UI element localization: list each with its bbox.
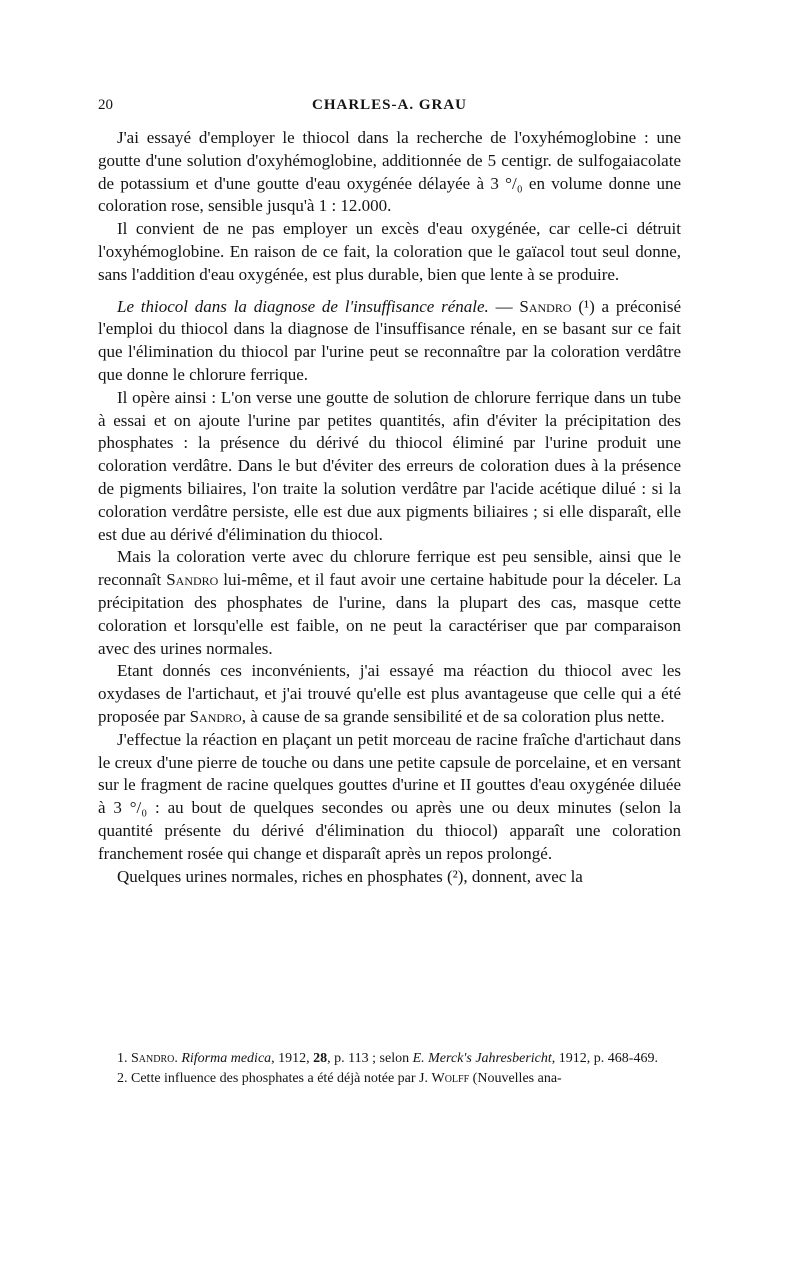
footnote-text: , 1912, <box>271 1051 314 1066</box>
author-name: Sandro <box>166 570 219 590</box>
paragraph-text: lui-même, et il faut avoir une certaine habitude pour la déceler. La précipitation des phosphates de l'urine, dans la plupart des cas, masque cette coloration et lorsqu'elle est faible, on ne peut la caractériser que par comparaison avec des urines normales. <box>98 570 682 658</box>
paragraph-text: Quelques urines normales, riches en phosphates <box>117 866 447 886</box>
author-name: Wolff <box>431 1071 470 1086</box>
paragraph-text: Mais la coloration verte avec du chlorure ferrique est peu sensible, ainsi que le reconnaît <box>98 547 681 590</box>
author-name: Sandro <box>189 706 242 726</box>
footnote-ref: (²) <box>447 866 464 886</box>
paragraph: Il opère ainsi : L'on verse une goutte de solution de chlorure ferrique dans un tube à essai et on ajoute l'urine par petites quantités, afin d'éviter la précipitation des phosphates : la présence du dérivé du thiocol éliminé par l'urine produit une coloration verdâtre. Dans le but d'éviter des erreurs de coloration dues à la présence de pigments biliaires, l'on traite la solution verdâtre par l'acide acétique dilué : si la coloration verdâtre persiste, elle est due aux pigments biliaires ; si elle disparaît, elle est due au dérivé d'élimination du thiocol. <box>98 387 681 544</box>
footnote-number: 2. <box>117 1071 131 1086</box>
section-paragraph <box>98 296 681 387</box>
paragraph: Il convient de ne pas employer un excès d'eau oxygénée, car celle-ci détruit l'oxyhémoglobine. En raison de ce fait, la coloration que le gaïacol tout seul donne, sans l'addition d'eau oxygénée, est plus durable, bien que lente à se produire. <box>98 219 681 284</box>
paragraph <box>98 660 681 728</box>
paragraph: J'effectue la réaction en plaçant un petit morceau de racine fraîche d'artichaut dans le creux d'une pierre de touche ou dans une petite capsule de porcelaine, et en versant sur le fragment de racine quelques gouttes d'urine et II gouttes d'eau oxygénée diluée à 3 °/₀ : au bout de quelques secondes ou après une ou deux minutes (selon la quantité présente du dérivé d'élimination du thiocol) apparaît une coloration franchement rosée qui change et disparaît après un repos prolongé. <box>98 729 681 863</box>
footnote-number: 1. <box>117 1051 131 1066</box>
footnotes <box>98 1049 681 1089</box>
footnote-2 <box>98 1069 681 1089</box>
page-number: 20 <box>98 97 113 113</box>
paragraph-text: , donnent, avec la <box>463 866 583 886</box>
paragraph-text: , à cause de sa grande sensibilité et de sa coloration plus nette. <box>241 706 665 726</box>
author-name: Sandro <box>519 296 572 316</box>
footnote-text: Cette influence des phosphates a été déjà notée par J. <box>131 1071 432 1086</box>
paragraph-text: a préconisé l'emploi du thiocol dans la diagnose de l'insuffisance rénale, en se basant sur ce fait que l'élimination du thiocol par l'urine peut se reconnaître par la coloration verdâtre que donne le chlorure ferrique. <box>98 296 682 384</box>
footnote-text: , p. 113 ; selon <box>327 1051 413 1066</box>
section-heading: Le thiocol dans la diagnose de l'insuffisance rénale. <box>117 296 489 316</box>
paragraph <box>98 866 681 889</box>
paragraph <box>98 546 681 660</box>
page-header <box>98 97 681 119</box>
paragraph: J'ai essayé d'employer le thiocol dans la recherche de l'oxyhémoglobine : une goutte d'une solution d'oxyhémoglobine, additionnée de 5 centigr. de sulfogaiacolate de potassium et d'une goutte d'eau oxygénée délayée à 3 °/₀ en volume donne une coloration rose, sensible jusqu'à 1 : 12.000. <box>98 128 681 216</box>
author-name: Sandro. <box>131 1051 178 1066</box>
volume-number: 28 <box>313 1051 328 1066</box>
dash: — <box>488 296 520 316</box>
footnote-text: (Nouvelles ana- <box>469 1071 562 1086</box>
running-title: CHARLES-A. GRAU <box>311 97 467 113</box>
footnote-text: , 1912, p. 468-469. <box>551 1051 658 1066</box>
footnote-1 <box>98 1049 681 1069</box>
main-text <box>98 127 681 888</box>
journal-title: Riforma medica <box>177 1051 272 1066</box>
paragraph-text: Etant donnés ces inconvénients, j'ai essayé ma réaction du thiocol avec les oxydases de l'artichaut, et j'ai trouvé qu'elle est plus avantageuse que celle qui a été proposée par <box>98 661 681 726</box>
reference-title: E. Merck's Jahresbericht <box>412 1051 552 1066</box>
footnote-ref: (¹) <box>578 296 595 316</box>
